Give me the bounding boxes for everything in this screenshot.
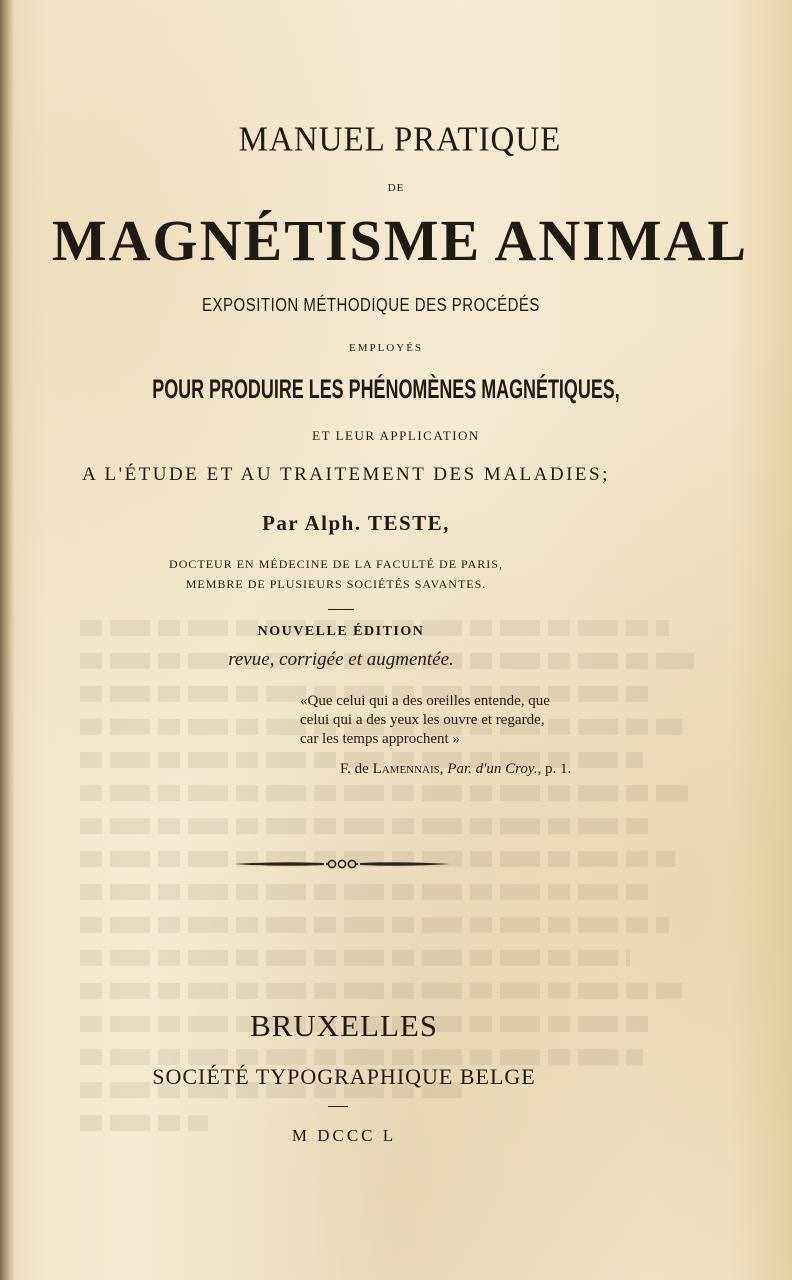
attribution-page: , p. 1. — [537, 761, 572, 777]
main-title: MAGNÉTISME ANIMAL — [51, 208, 749, 273]
attribution-separator: , — [439, 761, 448, 777]
divider-rule — [328, 609, 354, 610]
imprint-city: BRUXELLES — [249, 1008, 439, 1043]
epigraph-quote — [300, 692, 640, 749]
subtitle-etude-maladies: A L'ÉTUDE ET AU TRAITEMENT DES MALADIES; — [82, 464, 610, 485]
imprint-rule — [328, 1106, 348, 1107]
subtitle-employes: EMPLOYÉS — [348, 342, 424, 354]
author-line: Par Alph. TESTE, — [262, 511, 450, 535]
subtitle-exposition: EXPOSITION MÉTHODIQUE DES PROCÉDÉS — [202, 294, 540, 317]
attribution-author: Lamennais — [372, 761, 440, 777]
title-de: DE — [387, 182, 405, 194]
imprint-year: M DCCC L — [291, 1126, 397, 1145]
title-manuel-pratique: MANUEL PRATIQUE — [238, 121, 562, 159]
attribution-initial: F. de — [340, 761, 373, 777]
edition-description: revue, corrigée et augmentée. — [228, 649, 454, 670]
author-credential-docteur: DOCTEUR EN MÉDECINE DE LA FACULTÉ DE PARIS, — [169, 557, 503, 571]
edition-label: NOUVELLE ÉDITION — [257, 624, 425, 639]
subtitle-pour-produire: POUR PRODUIRE LES PHÉNOMÈNES MAGNÉTIQUES, — [152, 373, 620, 404]
epigraph-line: car les temps approchent » — [300, 731, 460, 747]
author-credential-membre: MEMBRE DE PLUSIEURS SOCIÉTÉS SAVANTES. — [185, 577, 487, 591]
attribution-work: Par. d'un Croy. — [447, 761, 538, 777]
epigraph-attribution — [340, 761, 571, 778]
ornament-divider-icon — [232, 854, 452, 874]
epigraph-line: «Que celui qui a des oreilles entende, que — [300, 693, 550, 709]
subtitle-leur-application: ET LEUR APPLICATION — [312, 428, 480, 443]
imprint-publisher: SOCIÉTÉ TYPOGRAPHIQUE BELGE — [152, 1064, 536, 1089]
epigraph-line: celui qui a des yeux les ouvre et regarde, — [300, 712, 545, 728]
